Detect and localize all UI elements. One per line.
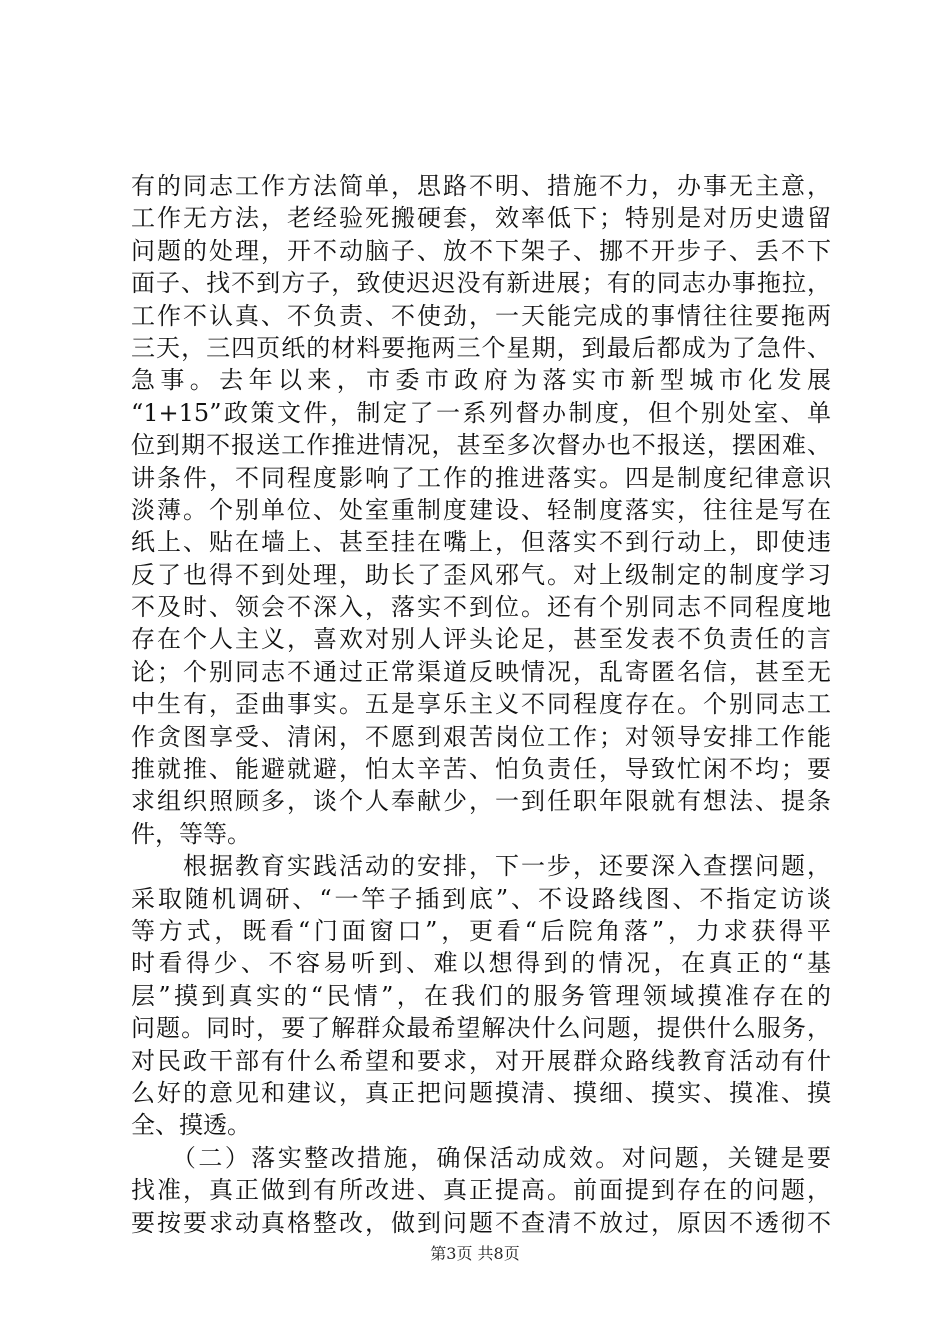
text-line: “1+15”政策文件，制定了一系列督办制度，但个别处室、单 [131, 398, 831, 427]
text-line: 对民政干部有什么希望和要求，对开展群众路线教育活动有什 [131, 1046, 831, 1075]
text-line: 根据教育实践活动的安排，下一步，还要深入查摆问题， [131, 852, 831, 881]
text-line: 淡薄。个别单位、处室重制度建设、轻制度落实，往往是写在 [131, 495, 831, 524]
text-line: 论；个别同志不通过正常渠道反映情况，乱寄匿名信，甚至无 [131, 657, 831, 686]
text-line: 有的同志工作方法简单，思路不明、措施不力，办事无主意， [131, 172, 831, 200]
text-line: 件，等等。 [131, 819, 251, 848]
text-line: 反了也得不到处理，助长了歪风邪气。对上级制定的制度学习 [131, 560, 831, 589]
text-line: 问题。同时，要了解群众最希望解决什么问题，提供什么服务， [131, 1014, 831, 1043]
text-line: 要按要求动真格整改，做到问题不查清不放过，原因不透彻不 [131, 1208, 831, 1237]
text-line: 采取随机调研、“一竿子插到底”、不设路线图、不指定访谈 [131, 884, 831, 913]
text-line: 面子、找不到方子，致使迟迟没有新进展；有的同志办事拖拉， [131, 269, 831, 298]
text-line: 讲条件，不同程度影响了工作的推进落实。四是制度纪律意识 [131, 463, 831, 492]
text-line: 么好的意见和建议，真正把问题摸清、摸细、摸实、摸准、摸 [131, 1078, 831, 1107]
text-line: 等方式，既看“门面窗口”，更看“后院角落”，力求获得平 [131, 916, 831, 945]
text-line: 全、摸透。 [131, 1111, 251, 1140]
text-line: 纸上、贴在墙上、甚至挂在嘴上，但落实不到行动上，即使违 [131, 528, 831, 557]
page-number-footer: 第3页 共8页 [430, 1244, 520, 1263]
text-line: （二）落实整改措施，确保活动成效。对问题，关键是要 [131, 1143, 831, 1172]
text-line: 推就推、能避就避，怕太辛苦、怕负责任，导致忙闲不均；要 [131, 755, 831, 784]
text-line: 问题的处理，开不动脑子、放不下架子、挪不开步子、丢不下 [131, 236, 831, 265]
text-line: 求组织照顾多，谈个人奉献少，一到任职年限就有想法、提条 [131, 787, 831, 816]
text-line: 层”摸到真实的“民情”，在我们的服务管理领域摸准存在的 [131, 981, 831, 1010]
text-line: 找准，真正做到有所改进、真正提高。前面提到存在的问题， [131, 1176, 831, 1205]
text-line: 时看得少、不容易听到、难以想得到的情况，在真正的“基 [131, 949, 831, 978]
text-line: 工作不认真、不负责、不使劲，一天能完成的事情往往要拖两 [131, 301, 831, 330]
text-line: 三天，三四页纸的材料要拖两三个星期，到最后都成为了急件、 [131, 333, 831, 362]
text-line: 工作无方法，老经验死搬硬套，效率低下；特别是对历史遗留 [131, 204, 831, 233]
body-text [131, 170, 831, 1239]
text-line: 位到期不报送工作推进情况，甚至多次督办也不报送，摆困难、 [131, 431, 831, 460]
text-line: 存在个人主义，喜欢对别人评头论足，甚至发表不负责任的言 [131, 625, 831, 654]
text-line: 急事。去年以来，市委市政府为落实市新型城市化发展 [131, 366, 831, 395]
text-line: 中生有，歪曲事实。五是享乐主义不同程度存在。个别同志工 [131, 690, 831, 719]
text-line: 不及时、领会不深入，落实不到位。还有个别同志不同程度地 [131, 593, 831, 622]
text-line: 作贪图享受、清闲，不愿到艰苦岗位工作；对领导安排工作能 [131, 722, 831, 751]
